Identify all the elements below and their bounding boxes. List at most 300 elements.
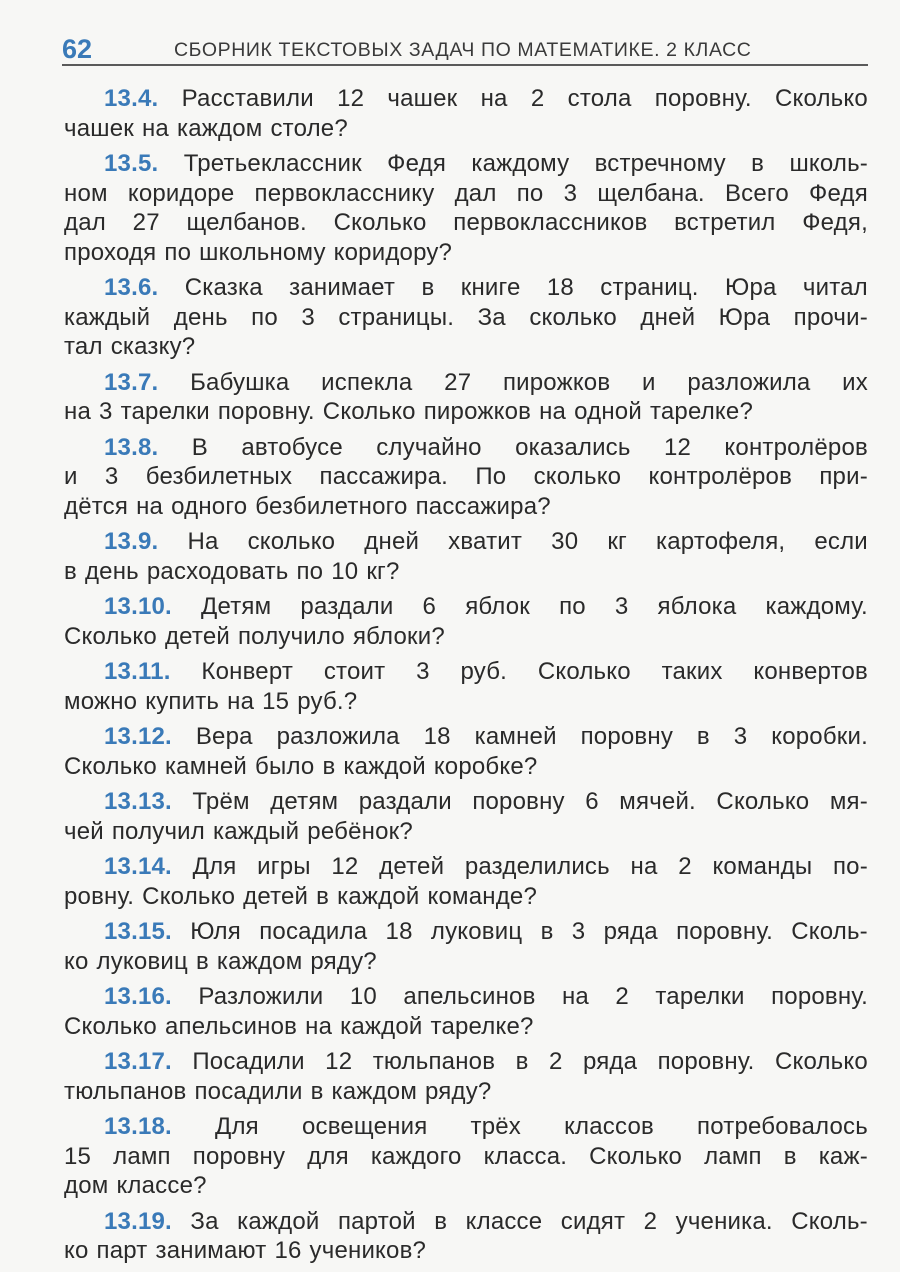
problem-item bbox=[64, 592, 868, 651]
problem-item bbox=[64, 273, 868, 362]
word: ламп bbox=[704, 1142, 762, 1170]
word: Юра bbox=[725, 274, 777, 301]
word: Федя bbox=[809, 179, 868, 207]
word: Третьеклассник bbox=[183, 150, 362, 177]
problem-item bbox=[64, 657, 868, 716]
word: в bbox=[751, 150, 765, 177]
word: Расставили bbox=[181, 85, 314, 112]
word: яблоки? bbox=[352, 622, 445, 650]
word: раздали bbox=[358, 788, 452, 815]
problem-line bbox=[64, 1207, 868, 1237]
word: 6 bbox=[422, 593, 437, 620]
word: сколько bbox=[529, 303, 617, 331]
word: каждом bbox=[176, 114, 263, 142]
word: можно bbox=[64, 687, 138, 715]
word: поровну. bbox=[771, 983, 868, 1010]
word: в bbox=[310, 1077, 324, 1105]
problem-item bbox=[64, 1047, 868, 1106]
problem-number: 13.10. bbox=[104, 593, 172, 620]
word: в bbox=[195, 947, 209, 975]
word: дней bbox=[640, 303, 696, 331]
word: детей bbox=[243, 882, 309, 910]
word: 15 bbox=[64, 1142, 92, 1170]
word: команде? bbox=[427, 882, 538, 910]
word: камней bbox=[474, 723, 557, 750]
problem-line bbox=[64, 852, 868, 882]
problem-item bbox=[64, 787, 868, 846]
word: руб.? bbox=[297, 687, 358, 715]
word: каждом bbox=[331, 1077, 418, 1105]
word: в bbox=[421, 274, 435, 301]
word: кг? bbox=[366, 557, 400, 585]
word: 2 bbox=[530, 85, 545, 112]
word: дней bbox=[364, 528, 420, 555]
word: поровну bbox=[472, 788, 565, 815]
word: посадили bbox=[194, 1077, 303, 1105]
problem-line bbox=[64, 397, 868, 427]
word: Сколько bbox=[322, 398, 416, 425]
word: по bbox=[296, 557, 324, 585]
word: коридору? bbox=[333, 238, 453, 266]
word: апельсинов bbox=[403, 983, 536, 1010]
word: раздали bbox=[300, 593, 394, 620]
word: на bbox=[141, 114, 169, 142]
problem-item bbox=[64, 84, 868, 143]
word: на bbox=[561, 983, 589, 1010]
word: первокласснику bbox=[254, 179, 435, 207]
word: поровну. bbox=[654, 85, 752, 112]
word: 3 bbox=[104, 463, 119, 490]
problem-item bbox=[64, 917, 868, 976]
word: ряда bbox=[582, 1048, 638, 1075]
word: для bbox=[307, 1142, 349, 1170]
word: игры bbox=[257, 853, 311, 880]
word: тарелки bbox=[655, 983, 745, 1010]
word: луковиц bbox=[96, 947, 188, 975]
word: яблока bbox=[657, 593, 737, 620]
word: проходя bbox=[64, 238, 157, 266]
word: пассажира? bbox=[415, 492, 551, 520]
word: 18 bbox=[423, 723, 451, 750]
problem-line bbox=[64, 368, 868, 398]
word: 18 bbox=[385, 918, 413, 945]
word: мячей. bbox=[619, 788, 696, 815]
problem-line bbox=[64, 657, 868, 687]
word: конвертов bbox=[753, 658, 868, 685]
problem-line bbox=[64, 882, 868, 912]
word: стола bbox=[567, 85, 632, 112]
problem-line bbox=[64, 433, 868, 463]
word: было bbox=[255, 752, 315, 780]
problem-item bbox=[64, 1207, 868, 1266]
problem-number: 13.13. bbox=[104, 788, 172, 815]
word: Сколько bbox=[774, 85, 868, 112]
word: пассажира. bbox=[319, 463, 449, 490]
word: Сколь- bbox=[791, 1207, 868, 1235]
problem-line bbox=[64, 303, 868, 333]
word: ряду? bbox=[425, 1077, 492, 1105]
word: Сколько bbox=[64, 752, 157, 780]
word: ученика. bbox=[675, 1207, 773, 1235]
word: учеников? bbox=[309, 1237, 427, 1264]
word: Сказка bbox=[184, 274, 263, 301]
problem-number: 13.7. bbox=[104, 368, 159, 396]
problem-line bbox=[64, 817, 868, 847]
word: разложила bbox=[687, 368, 811, 396]
word: ламп bbox=[113, 1142, 171, 1170]
word: ко bbox=[64, 1237, 89, 1264]
problem-line bbox=[64, 84, 868, 114]
word: каждый bbox=[64, 303, 151, 331]
word: 18 bbox=[546, 274, 574, 301]
word: школьному bbox=[199, 238, 326, 266]
word: чашек bbox=[387, 85, 458, 112]
word: каждом bbox=[216, 947, 303, 975]
word: 12 bbox=[663, 433, 692, 461]
problem-number: 13.9. bbox=[104, 528, 159, 555]
word: детям bbox=[270, 788, 339, 815]
problem-line bbox=[64, 179, 868, 209]
word: 27 bbox=[132, 209, 160, 236]
word: 12 bbox=[325, 1048, 353, 1075]
word: в bbox=[696, 723, 710, 750]
word: классов bbox=[564, 1113, 654, 1140]
word: по bbox=[559, 593, 586, 620]
word: каждой bbox=[237, 1207, 320, 1235]
word: классе? bbox=[116, 1172, 207, 1199]
word: контролёров bbox=[648, 463, 793, 490]
word: сказку? bbox=[110, 333, 196, 360]
word: поровну bbox=[192, 1142, 286, 1170]
word: Разложили bbox=[198, 983, 324, 1010]
word: коридоре bbox=[127, 179, 235, 207]
word: каждой bbox=[337, 882, 420, 910]
problem-item bbox=[64, 527, 868, 586]
word: 12 bbox=[337, 85, 365, 112]
problem-number: 13.12. bbox=[104, 723, 172, 750]
word: 2 bbox=[643, 1207, 658, 1235]
word: дётся bbox=[64, 492, 129, 520]
word: коробки. bbox=[771, 723, 868, 750]
word: Трём bbox=[192, 788, 250, 815]
problem-line bbox=[64, 1171, 868, 1201]
word: столе? bbox=[270, 114, 348, 142]
problem-number: 13.11. bbox=[104, 658, 171, 685]
word: безбилетных bbox=[145, 463, 293, 490]
word: разделились bbox=[464, 853, 610, 880]
word: ряду? bbox=[310, 947, 377, 975]
word: на bbox=[539, 398, 567, 425]
word: 2 bbox=[548, 1048, 563, 1075]
word: освещения bbox=[301, 1113, 428, 1140]
word: книге bbox=[460, 274, 521, 301]
problem-line bbox=[64, 492, 868, 522]
word: ребёнок? bbox=[307, 817, 413, 845]
word: 3 bbox=[416, 658, 430, 685]
word: на bbox=[227, 687, 255, 715]
problem-number: 13.17. bbox=[104, 1048, 172, 1075]
word: тарелке? bbox=[649, 398, 753, 425]
word: хватит bbox=[448, 528, 523, 555]
word: по bbox=[516, 179, 544, 207]
word: испекла bbox=[321, 368, 413, 396]
word: чашек bbox=[64, 114, 134, 142]
word: Сколько bbox=[333, 209, 427, 236]
word: по bbox=[251, 303, 278, 331]
word: каждому bbox=[471, 150, 570, 177]
problem-line bbox=[64, 273, 868, 303]
word: страниц. bbox=[600, 274, 699, 301]
word: сколько bbox=[533, 463, 622, 490]
word: кг bbox=[607, 528, 627, 555]
word: Юля bbox=[190, 918, 241, 945]
problem-line bbox=[64, 947, 868, 977]
running-title: СБОРНИК ТЕКСТОВЫХ ЗАДАЧ ПО МАТЕМАТИКЕ. 2 КЛАСС bbox=[174, 39, 752, 61]
word: в bbox=[515, 1048, 529, 1075]
problem-number: 13.5. bbox=[104, 150, 159, 177]
word: в bbox=[316, 882, 330, 910]
word: каждого bbox=[370, 1142, 462, 1170]
problem-line bbox=[64, 208, 868, 238]
word: Для bbox=[215, 1113, 259, 1140]
problem-line bbox=[64, 787, 868, 817]
word: на bbox=[136, 492, 164, 520]
word: яблок bbox=[465, 593, 530, 620]
problem-line bbox=[64, 982, 868, 1012]
word: Всего bbox=[724, 179, 789, 207]
problem-number: 13.18. bbox=[104, 1113, 172, 1140]
word: Сколько bbox=[537, 658, 631, 685]
word: партой bbox=[337, 1207, 416, 1235]
word: в bbox=[434, 1207, 448, 1235]
word: на bbox=[64, 398, 92, 425]
word: их bbox=[842, 368, 868, 396]
word: Сколько bbox=[716, 788, 810, 815]
word: Бабушка bbox=[190, 368, 290, 396]
problem-line bbox=[64, 1142, 868, 1172]
word: получил bbox=[111, 817, 205, 845]
word: контролёров bbox=[724, 433, 868, 461]
word: школь- bbox=[789, 150, 868, 177]
word: Сколько bbox=[589, 1142, 683, 1170]
word: на bbox=[480, 85, 508, 112]
problem-line bbox=[64, 592, 868, 622]
word: классе bbox=[465, 1207, 543, 1235]
problem-line bbox=[64, 622, 868, 652]
word: купить bbox=[145, 687, 220, 715]
problem-line bbox=[64, 1012, 868, 1042]
word: потребовалось bbox=[697, 1113, 868, 1140]
word: 3 bbox=[563, 179, 578, 207]
problem-item bbox=[64, 852, 868, 911]
word: по- bbox=[832, 853, 868, 880]
problem-line bbox=[64, 917, 868, 947]
problem-number: 13.4. bbox=[104, 85, 159, 112]
word: Детям bbox=[201, 593, 272, 620]
word: безбилетного bbox=[255, 492, 408, 520]
word: трёх bbox=[470, 1113, 521, 1140]
word: в bbox=[322, 752, 336, 780]
word: в bbox=[783, 1142, 797, 1170]
problem-line bbox=[64, 1236, 868, 1266]
word: каждому. bbox=[765, 593, 868, 620]
word: луковиц bbox=[430, 918, 523, 945]
word: поровну. bbox=[217, 398, 315, 425]
word: коробке? bbox=[433, 752, 538, 780]
word: день bbox=[84, 557, 139, 585]
problem-item bbox=[64, 1112, 868, 1201]
word: первоклассников bbox=[453, 209, 648, 236]
word: тарелки bbox=[120, 398, 210, 425]
header-rule bbox=[62, 64, 868, 66]
word: 16 bbox=[274, 1237, 302, 1264]
word: Федя bbox=[387, 150, 447, 177]
problem-line bbox=[64, 722, 868, 752]
word: Сколько bbox=[64, 1012, 157, 1040]
word: тарелке? bbox=[430, 1012, 534, 1040]
word: апельсинов bbox=[164, 1012, 298, 1040]
word: 3 bbox=[733, 723, 748, 750]
word: стоит bbox=[323, 658, 386, 685]
word: За bbox=[477, 303, 506, 331]
word: сидят bbox=[560, 1207, 626, 1235]
word: Федя, bbox=[802, 209, 868, 236]
problem-item bbox=[64, 722, 868, 781]
word: и bbox=[642, 368, 656, 396]
word: получило bbox=[237, 622, 345, 650]
problem-number: 13.16. bbox=[104, 983, 172, 1010]
problem-line bbox=[64, 462, 868, 492]
problem-number: 13.19. bbox=[104, 1207, 172, 1235]
word: детей bbox=[164, 622, 230, 650]
problem-line bbox=[64, 1077, 868, 1107]
word: дом bbox=[64, 1172, 109, 1199]
word: По bbox=[475, 463, 507, 490]
problem-number: 13.15. bbox=[104, 918, 172, 945]
word: дал bbox=[454, 179, 497, 207]
word: ко bbox=[64, 947, 89, 975]
word: тюльпанов bbox=[372, 1048, 496, 1075]
problem-number: 13.6. bbox=[104, 274, 159, 301]
word: в bbox=[64, 557, 77, 585]
problem-line bbox=[64, 527, 868, 557]
word: случайно bbox=[376, 433, 482, 461]
word: занимает bbox=[289, 274, 396, 301]
word: На bbox=[187, 528, 219, 555]
word: каждый bbox=[213, 817, 300, 845]
word: ровну. bbox=[64, 882, 135, 910]
word: на bbox=[630, 853, 658, 880]
word: 15 bbox=[262, 687, 290, 715]
word: автобусе bbox=[241, 433, 343, 461]
word: при- bbox=[819, 463, 868, 490]
word: 10 bbox=[331, 557, 359, 585]
word: одной bbox=[574, 398, 642, 425]
word: 6 bbox=[585, 788, 599, 815]
problem-line bbox=[64, 238, 868, 268]
word: парт bbox=[96, 1237, 148, 1264]
word: прочи- bbox=[793, 303, 868, 331]
word: 2 bbox=[615, 983, 629, 1010]
word: 10 bbox=[349, 983, 377, 1010]
problem-line bbox=[64, 1047, 868, 1077]
problem-number: 13.8. bbox=[104, 433, 159, 461]
word: 12 bbox=[331, 853, 359, 880]
word: посадила bbox=[259, 918, 368, 945]
word: Сколько bbox=[64, 622, 157, 650]
word: 2 bbox=[678, 853, 692, 880]
word: команды bbox=[712, 853, 813, 880]
word: щелбанов. bbox=[186, 209, 307, 236]
word: одного bbox=[171, 492, 248, 520]
word: занимают bbox=[155, 1237, 267, 1264]
problem-item bbox=[64, 149, 868, 267]
word: каждой bbox=[343, 752, 426, 780]
word: 30 bbox=[551, 528, 579, 555]
word: класса. bbox=[483, 1142, 568, 1170]
word: каж- bbox=[818, 1142, 868, 1170]
word: Для bbox=[192, 853, 237, 880]
problem-line bbox=[64, 687, 868, 717]
word: каждой bbox=[340, 1012, 423, 1040]
word: 27 bbox=[444, 368, 472, 396]
word: если bbox=[814, 528, 868, 555]
word: по bbox=[164, 238, 192, 266]
word: пирожков bbox=[502, 368, 611, 396]
problem-line bbox=[64, 114, 868, 144]
word: дал bbox=[64, 209, 106, 236]
word: Сколько bbox=[774, 1048, 868, 1075]
word: встретил bbox=[674, 209, 776, 236]
word: таких bbox=[661, 658, 723, 685]
word: тюльпанов bbox=[64, 1077, 187, 1105]
word: на bbox=[305, 1012, 333, 1040]
word: ряда bbox=[603, 918, 658, 945]
word: расходовать bbox=[146, 557, 289, 585]
problem-line bbox=[64, 1112, 868, 1142]
word: тал bbox=[64, 333, 103, 360]
problem-item bbox=[64, 982, 868, 1041]
page-header bbox=[62, 34, 868, 64]
word: руб. bbox=[460, 658, 508, 685]
word: 3 bbox=[301, 303, 315, 331]
word: читал bbox=[802, 274, 868, 301]
word: Сколь- bbox=[791, 918, 868, 945]
word: сколько bbox=[247, 528, 336, 555]
word: камней bbox=[164, 752, 248, 780]
word: в bbox=[540, 918, 554, 945]
word: страницы. bbox=[338, 303, 455, 331]
word: щелбана. bbox=[597, 179, 705, 207]
word: чей bbox=[64, 817, 104, 845]
word: поровну bbox=[580, 723, 674, 750]
problem-line bbox=[64, 752, 868, 782]
problem-item bbox=[64, 368, 868, 427]
word: пирожков bbox=[423, 398, 532, 425]
word: картофеля, bbox=[656, 528, 786, 555]
problem-list bbox=[64, 84, 868, 1272]
problem-item bbox=[64, 433, 868, 522]
word: ном bbox=[64, 179, 108, 207]
word: В bbox=[191, 433, 208, 461]
word: и bbox=[64, 463, 78, 490]
word: поровну. bbox=[657, 1048, 755, 1075]
problem-line bbox=[64, 332, 868, 362]
page-number: 62 bbox=[62, 34, 93, 64]
word: детей bbox=[379, 853, 445, 880]
word: Юра bbox=[718, 303, 771, 331]
word: Посадили bbox=[192, 1048, 305, 1075]
